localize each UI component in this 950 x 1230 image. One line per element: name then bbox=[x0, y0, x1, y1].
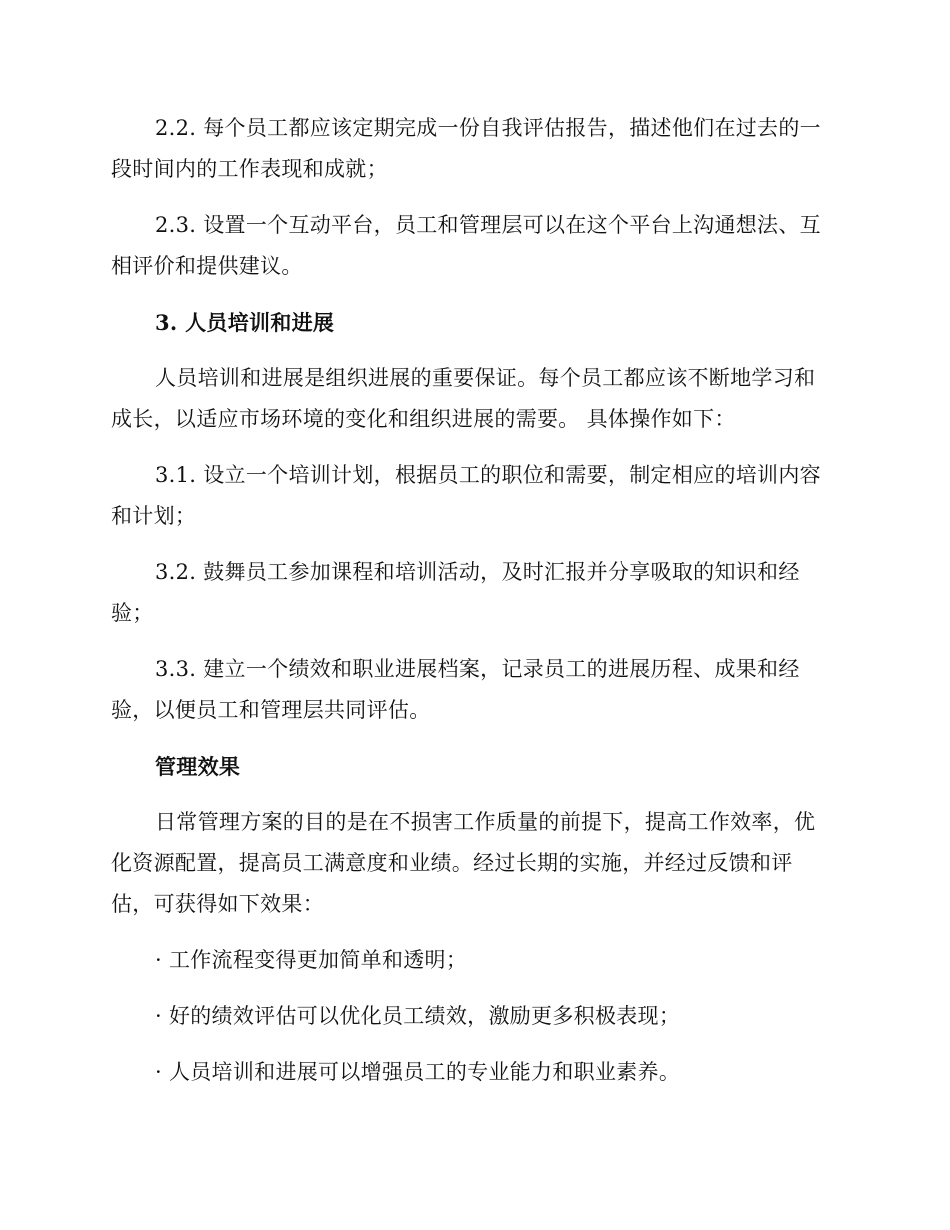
bullet-item-training: · 人员培训和进展可以增强员工的专业能力和职业素养。 bbox=[155, 1060, 681, 1084]
paragraph-3-1: 3.1. 设立一个培训计划，根据员工的职位和需要，制定相应的培训内容和计划； bbox=[111, 463, 821, 528]
section-heading-effects: 管理效果 bbox=[155, 754, 241, 779]
paragraph-3-2: 3.2. 鼓舞员工参加课程和培训活动，及时汇报并分享吸取的知识和经验； bbox=[111, 560, 800, 625]
paragraph-3-3: 3.3. 建立一个绩效和职业进展档案，记录员工的进展历程、成果和经验，以便员工和管理层共同评估。 bbox=[111, 657, 800, 722]
bullet-item-performance: · 好的绩效评估可以优化员工绩效，激励更多积极表现； bbox=[155, 1004, 681, 1028]
paragraph-2-3: 2.3. 设置一个互动平台，员工和管理层可以在这个平台上沟通想法、互相评价和提供建议。 bbox=[111, 213, 821, 278]
paragraph-training-intro: 人员培训和进展是组织进展的重要保证。每个员工都应该不断地学习和成长，以适应市场环境的变化和组织进展的需要。 具体操作如下： bbox=[111, 366, 816, 431]
paragraph-effects-intro: 日常管理方案的目的是在不损害工作质量的前提下，提高工作效率，优化资源配置，提高员工满意度和业绩。经过长期的实施，并经过反馈和评估，可获得如下效果： bbox=[111, 810, 816, 916]
bullet-item-workflow: · 工作流程变得更加简单和透明； bbox=[155, 948, 468, 972]
paragraph-2-2: 2.2. 每个员工都应该定期完成一份自我评估报告，描述他们在过去的一段时间内的工作表现和成就； bbox=[111, 116, 821, 181]
document-body bbox=[111, 108, 833, 1108]
section-heading-training: 3. 人员培训和进展 bbox=[155, 310, 335, 335]
